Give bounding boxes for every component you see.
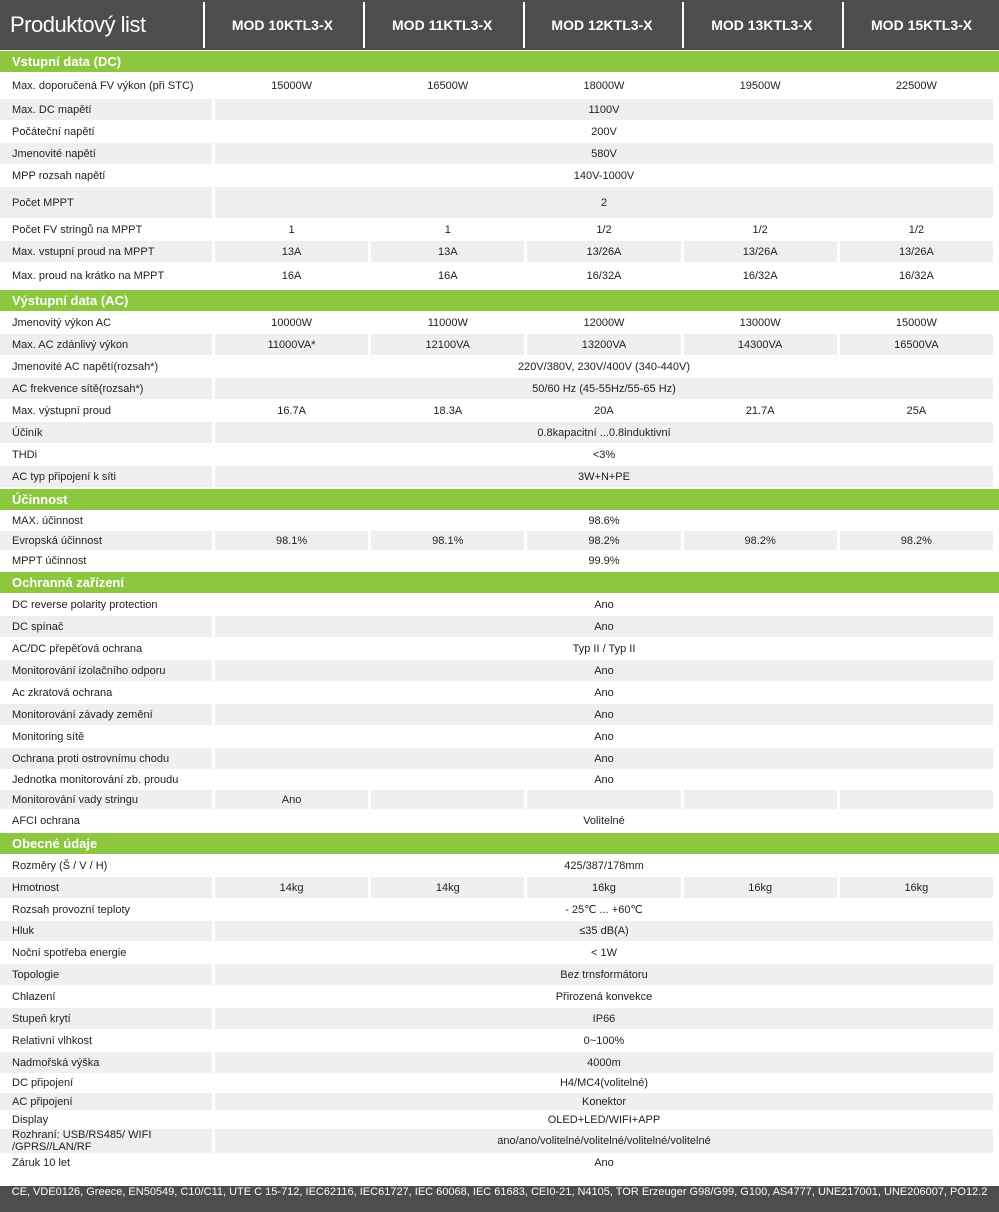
spec-label: Rozměry (Š / V / H) <box>0 855 212 876</box>
spec-value: Konektor <box>215 1093 993 1110</box>
spec-value <box>371 790 524 809</box>
spec-label: Max. doporučená FV výkon (při STC) <box>0 73 212 98</box>
spec-label: Hluk <box>0 921 212 941</box>
spec-value: ano/ano/volitelné/volitelné/volitelné/volitelné <box>215 1129 993 1153</box>
spec-value: 98.1% <box>215 531 368 550</box>
spec-row <box>0 638 993 659</box>
spec-row <box>0 790 993 809</box>
spec-label: Monitoring sítě <box>0 726 212 747</box>
spec-row <box>0 1093 993 1110</box>
spec-label: Max. proud na krátko na MPPT <box>0 263 212 288</box>
spec-value: Volitelné <box>215 810 993 831</box>
spec-label: Display <box>0 1111 212 1128</box>
spec-value: 98.6% <box>215 511 993 530</box>
spec-label: Monitorování izolačního odporu <box>0 660 212 681</box>
spec-label: Max. DC mapětí <box>0 99 212 120</box>
spec-value: Ano <box>215 594 993 615</box>
spec-value: 13/26A <box>840 241 993 262</box>
spec-label: Nadmořská výška <box>0 1052 212 1073</box>
spec-value: 11000VA* <box>215 334 368 355</box>
spec-row <box>0 1074 993 1092</box>
spec-value: Ano <box>215 660 993 681</box>
spec-label: Ac zkratová ochrana <box>0 682 212 703</box>
spec-value: 25A <box>840 400 993 421</box>
section-heading: Výstupní data (AC) <box>0 290 999 311</box>
spec-value: 98.2% <box>527 531 680 550</box>
model-header: MOD 10KTL3-X <box>203 2 360 48</box>
spec-label: Jmenovité napětí <box>0 143 212 164</box>
spec-value: 580V <box>215 143 993 164</box>
spec-label: AC/DC přepěťová ochrana <box>0 638 212 659</box>
spec-label: Hmotnost <box>0 877 212 898</box>
spec-value: 16kg <box>840 877 993 898</box>
spec-label: MPP rozsah napětí <box>0 165 212 186</box>
spec-value: 18.3A <box>371 400 524 421</box>
spec-row <box>0 1030 993 1051</box>
spec-row <box>0 899 993 920</box>
spec-label: Chlazení <box>0 986 212 1007</box>
spec-value: Ano <box>215 682 993 703</box>
spec-value: Ano <box>215 616 993 637</box>
spec-value: 14kg <box>215 877 368 898</box>
spec-row <box>0 877 993 898</box>
spec-label: Účiník <box>0 422 212 443</box>
header-bar <box>0 0 999 50</box>
spec-row <box>0 531 993 550</box>
spec-value <box>840 790 993 809</box>
spec-value: Ano <box>215 790 368 809</box>
spec-value: 16/32A <box>840 263 993 288</box>
spec-label: Topologie <box>0 964 212 985</box>
spec-value: Přirozená konvekce <box>215 986 993 1007</box>
spec-row <box>0 99 993 120</box>
spec-value: 20A <box>527 400 680 421</box>
spec-row <box>0 986 993 1007</box>
spec-value: 19500W <box>684 73 837 98</box>
spec-label: MAX. účinnost <box>0 511 212 530</box>
spec-row <box>0 1008 993 1029</box>
spec-value: 10000W <box>215 312 368 333</box>
model-header: MOD 15KTL3-X <box>842 2 999 48</box>
spec-value: 21.7A <box>684 400 837 421</box>
spec-value: 140V-1000V <box>215 165 993 186</box>
spec-label: THDi <box>0 444 212 465</box>
spec-row <box>0 511 993 530</box>
spec-value: 425/387/178mm <box>215 855 993 876</box>
spec-row <box>0 378 993 399</box>
spec-value: 0~100% <box>215 1030 993 1051</box>
spec-row <box>0 921 993 941</box>
spec-label: Počáteční napětí <box>0 121 212 142</box>
spec-label: Max. vstupní proud na MPPT <box>0 241 212 262</box>
spec-value: 15000W <box>215 73 368 98</box>
section-heading: Obecné údaje <box>0 833 999 854</box>
spec-label: Max. AC zdánlivý výkon <box>0 334 212 355</box>
spec-value: 16/32A <box>527 263 680 288</box>
spec-value: 14kg <box>371 877 524 898</box>
spec-value: Ano <box>215 704 993 725</box>
spec-value: ≤35 dB(A) <box>215 921 993 941</box>
spec-row <box>0 1111 993 1128</box>
spec-value: 220V/380V, 230V/400V (340-440V) <box>215 356 993 377</box>
spec-label: Jmenovité AC napětí(rozsah*) <box>0 356 212 377</box>
spec-value: 16A <box>215 263 368 288</box>
spec-value: 98.1% <box>371 531 524 550</box>
spec-value: 98.2% <box>840 531 993 550</box>
spec-value: 22500W <box>840 73 993 98</box>
spec-label: AC frekvence sítě(rozsah*) <box>0 378 212 399</box>
spec-value: 16kg <box>684 877 837 898</box>
spec-row <box>0 1129 993 1153</box>
spec-value: 1/2 <box>840 219 993 240</box>
spec-value: 11000W <box>371 312 524 333</box>
spec-row <box>0 422 993 443</box>
spec-row <box>0 334 993 355</box>
spec-value: 13A <box>371 241 524 262</box>
spec-row <box>0 73 993 98</box>
spec-label: Rozsah provozní teploty <box>0 899 212 920</box>
spec-value: 15000W <box>840 312 993 333</box>
spec-row <box>0 748 993 769</box>
spec-row <box>0 682 993 703</box>
spec-label: Noční spotřeba energie <box>0 942 212 963</box>
spec-label: DC připojení <box>0 1074 212 1092</box>
spec-value: 13200VA <box>527 334 680 355</box>
spec-label: Relativní vlhkost <box>0 1030 212 1051</box>
spec-row <box>0 263 993 288</box>
spec-row <box>0 726 993 747</box>
spec-value: 16500W <box>371 73 524 98</box>
spec-value: Ano <box>215 748 993 769</box>
spec-value: 1/2 <box>527 219 680 240</box>
spec-label: Ochrana proti ostrovnímu chodu <box>0 748 212 769</box>
spec-value: - 25℃ ... +60℃ <box>215 899 993 920</box>
spec-value: 2 <box>215 187 993 218</box>
spec-label: Evropská účinnost <box>0 531 212 550</box>
spec-value <box>684 790 837 809</box>
section-heading: Účinnost <box>0 489 999 510</box>
spec-label: Stupeň krytí <box>0 1008 212 1029</box>
spec-value: 50/60 Hz (45-55Hz/55-65 Hz) <box>215 378 993 399</box>
spec-value: 99.9% <box>215 551 993 570</box>
spec-label: DC reverse polarity protection <box>0 594 212 615</box>
spec-row <box>0 810 993 831</box>
spec-value: OLED+LED/WIFI+APP <box>215 1111 993 1128</box>
spec-row <box>0 356 993 377</box>
spec-row <box>0 444 993 465</box>
spec-row <box>0 770 993 789</box>
spec-row <box>0 704 993 725</box>
spec-value: 13/26A <box>527 241 680 262</box>
spec-value: 14300VA <box>684 334 837 355</box>
spec-row <box>0 594 993 615</box>
spec-row <box>0 219 993 240</box>
spec-row <box>0 616 993 637</box>
spec-value: 16kg <box>527 877 680 898</box>
spec-label: Jednotka monitorování zb. proudu <box>0 770 212 789</box>
spec-row <box>0 551 993 570</box>
spec-label: Monitorování závady zemění <box>0 704 212 725</box>
spec-table <box>0 311 996 488</box>
spec-table-body <box>0 51 999 1173</box>
spec-label: MPPT účinnost <box>0 551 212 570</box>
model-header: MOD 12KTL3-X <box>523 2 680 48</box>
spec-label: Záruk 10 let <box>0 1154 212 1172</box>
spec-value: 16500VA <box>840 334 993 355</box>
spec-table <box>0 854 996 1173</box>
spec-value: 16/32A <box>684 263 837 288</box>
spec-row <box>0 241 993 262</box>
spec-row <box>0 121 993 142</box>
spec-label: Počet MPPT <box>0 187 212 218</box>
spec-value: IP66 <box>215 1008 993 1029</box>
section-heading: Vstupní data (DC) <box>0 51 999 72</box>
spec-value <box>527 790 680 809</box>
spec-row <box>0 466 993 487</box>
spec-value: H4/MC4(volitelné) <box>215 1074 993 1092</box>
spec-value: 98.2% <box>684 531 837 550</box>
spec-table <box>0 72 996 289</box>
spec-value: 1/2 <box>684 219 837 240</box>
spec-label: Jmenovitý výkon AC <box>0 312 212 333</box>
spec-row <box>0 1052 993 1073</box>
spec-row <box>0 165 993 186</box>
spec-value: 16A <box>371 263 524 288</box>
spec-value: <3% <box>215 444 993 465</box>
section-heading: Ochranná zařízení <box>0 572 999 593</box>
spec-value: Bez trnsformátoru <box>215 964 993 985</box>
spec-label: AC připojení <box>0 1093 212 1110</box>
spec-value: 1 <box>215 219 368 240</box>
spec-value: 12100VA <box>371 334 524 355</box>
spec-row <box>0 964 993 985</box>
spec-value: 12000W <box>527 312 680 333</box>
spec-value: 200V <box>215 121 993 142</box>
spec-value: Typ II / Typ II <box>215 638 993 659</box>
spec-value: 1100V <box>215 99 993 120</box>
spec-value: 13000W <box>684 312 837 333</box>
spec-value: 3W+N+PE <box>215 466 993 487</box>
spec-row <box>0 855 993 876</box>
spec-row <box>0 400 993 421</box>
spec-table <box>0 510 996 571</box>
page-title: Produktový list <box>10 12 146 37</box>
spec-label: Max. výstupní proud <box>0 400 212 421</box>
spec-row <box>0 312 993 333</box>
spec-row <box>0 942 993 963</box>
spec-label: Rozhraní: USB/RS485/ WIFI /GPRS//LAN/RF <box>0 1129 212 1153</box>
model-header: MOD 11KTL3-X <box>363 2 520 48</box>
spec-value: Ano <box>215 1154 993 1172</box>
spec-value: 4000m <box>215 1052 993 1073</box>
spec-row <box>0 187 993 218</box>
spec-value: < 1W <box>215 942 993 963</box>
spec-label: AC typ připojení k síti <box>0 466 212 487</box>
spec-row <box>0 143 993 164</box>
spec-value: Ano <box>215 770 993 789</box>
spec-value: Ano <box>215 726 993 747</box>
spec-label: AFCI ochrana <box>0 810 212 831</box>
spec-value: 18000W <box>527 73 680 98</box>
spec-value: 16.7A <box>215 400 368 421</box>
spec-row <box>0 1154 993 1172</box>
spec-value: 1 <box>371 219 524 240</box>
spec-value: 13/26A <box>684 241 837 262</box>
certifications-footer: CE, VDE0126, Greece, EN50549, C10/C11, UTE C 15-712, IEC62116, IEC61727, IEC 60068, IEC 61683, CEI0-21, N4105, TOR Erzeuger G98/G99, G100, AS4777, UNE217001, UNE206007, PO12.2 <box>0 1186 999 1212</box>
spec-row <box>0 660 993 681</box>
spec-label: Monitorování vady stringu <box>0 790 212 809</box>
spec-table <box>0 593 996 832</box>
spec-label: DC spínač <box>0 616 212 637</box>
model-header: MOD 13KTL3-X <box>682 2 839 48</box>
spec-value: 13A <box>215 241 368 262</box>
spec-label: Počet FV stringů na MPPT <box>0 219 212 240</box>
spec-value: 0.8kapacitní ...0.8induktivní <box>215 422 993 443</box>
